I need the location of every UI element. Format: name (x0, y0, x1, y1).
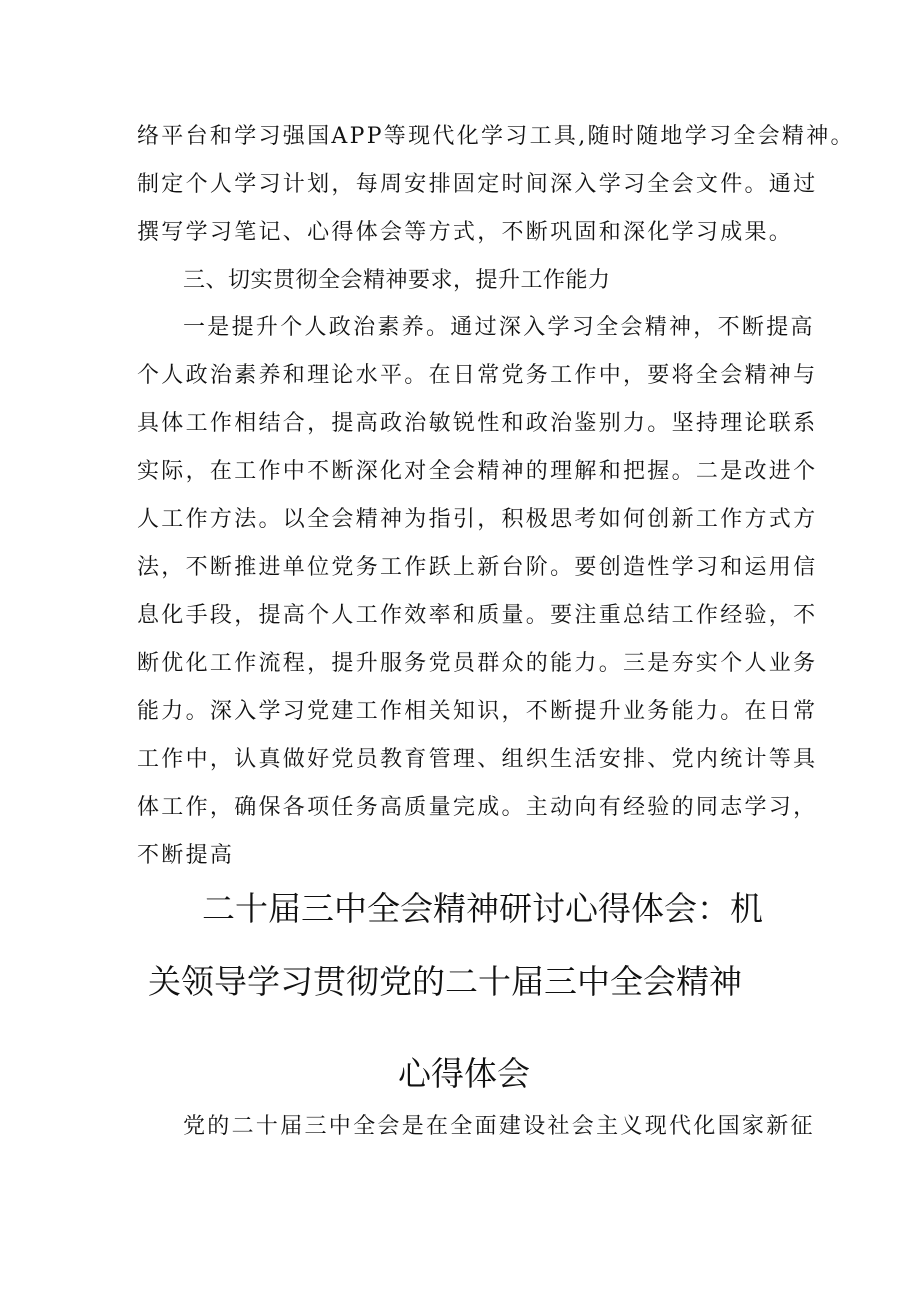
body-line: 法，不断推进单位党务工作跃上新台阶。要创造性学习和运用信 (137, 555, 818, 580)
body-line: 撰写学习笔记、心得体会等方式，不断巩固和深化学习成果。 (137, 220, 794, 245)
body-line: 个人政治素养和理论水平。在日常党务工作中，要将全会精神与 (137, 363, 818, 388)
body-line: 断优化工作流程，提升服务党员群众的能力。三是夯实个人业务 (137, 651, 818, 676)
body-line: 体工作，确保各项任务高质量完成。主动向有经验的同志学习， (137, 795, 818, 820)
body-line: 人工作方法。以全会精神为指引，积极思考如何创新工作方式方 (137, 507, 818, 532)
body-line: 息化手段，提高个人工作效率和质量。要注重总结工作经验，不 (137, 603, 818, 628)
body-line: 具体工作相结合，提高政治敏锐性和政治鉴别力。坚持理论联系 (137, 411, 818, 436)
body-line: 制定个人学习计划，每周安排固定时间深入学习全会文件。通过 (137, 172, 818, 197)
article-first-line: 党的二十届三中全会是在全面建设社会主义现代化国家新征 (183, 1114, 815, 1139)
article-title-line: 关领导学习贯彻党的二十届三中全会精神 (148, 962, 742, 1001)
article-title-line: 二十届三中全会精神研讨心得体会：机 (202, 889, 763, 928)
body-line: 络平台和学习强国APP等现代化学习工具,随时随地学习全会精神。 (137, 124, 855, 149)
section-heading: 三、切实贯彻全会精神要求，提升工作能力 (183, 268, 611, 293)
body-line: 实际，在工作中不断深化对全会精神的理解和把握。二是改进个 (137, 459, 818, 484)
article-title-line: 心得体会 (398, 1054, 530, 1093)
body-line: 一是提升个人政治素养。通过深入学习全会精神，不断提高 (183, 315, 815, 340)
body-line: 能力。深入学习党建工作相关知识，不断提升业务能力。在日常 (137, 699, 818, 724)
body-line: 工作中，认真做好党员教育管理、组织生活安排、党内统计等具 (137, 747, 818, 772)
body-line: 不断提高 (137, 843, 235, 868)
